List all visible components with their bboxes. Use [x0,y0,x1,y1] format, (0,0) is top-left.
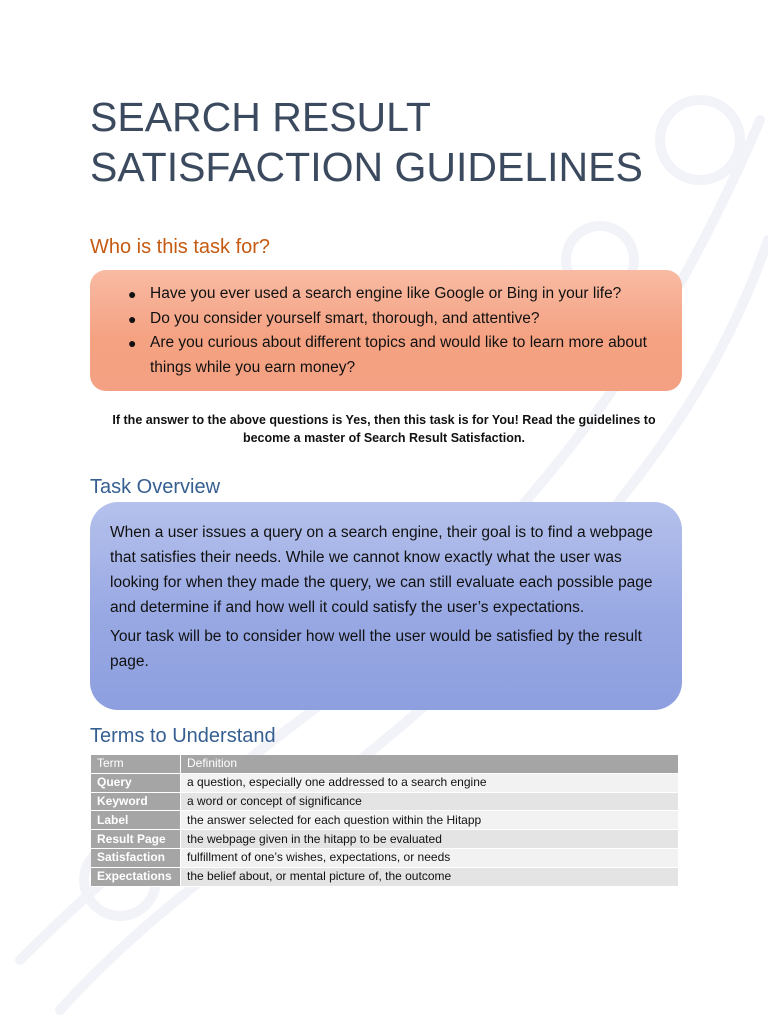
column-header-term: Term [91,755,181,773]
table-row [91,830,678,849]
definition-cell: a question, especially one addressed to a search engine [181,773,679,792]
definition-cell: fulfillment of one’s wishes, expectations, or needs [181,848,679,867]
overview-heading: Task Overview [90,476,221,498]
definition-cell: the webpage given in the hitapp to be evaluated [181,830,679,849]
column-header-definition: Definition [181,755,679,773]
terms-table [91,755,678,887]
who-questions-box [90,270,682,391]
overview-paragraph: When a user issues a query on a search engine, their goal is to find a webpage that satisfies their needs. While we cannot know exactly what the user was looking for when they made the query, we can still evaluate each possible page and determine if and how well it could satisfy the user’s expectations. [110,524,653,616]
term-cell: Label [91,811,181,830]
table-row [91,773,678,792]
who-questions-list [90,270,682,380]
overview-box [90,502,682,710]
term-cell: Keyword [91,792,181,811]
term-cell: Satisfaction [91,848,181,867]
table-row [91,792,678,811]
bullet-icon: ● [128,335,137,351]
overview-paragraph: Your task will be to consider how well the user would be satisfied by the result page. [110,628,642,670]
definition-cell: the answer selected for each question within the Hitapp [181,811,679,830]
bullet-icon: ● [128,286,137,302]
term-cell: Query [91,773,181,792]
table-header-row [91,755,678,773]
question-item: ● Have you ever used a search engine like Google or Bing in your life? [150,282,682,307]
definition-cell: a word or concept of significance [181,792,679,811]
question-item: ● Do you consider yourself smart, thorough, and attentive? [150,307,682,332]
term-cell: Expectations [91,867,181,886]
table-row [91,811,678,830]
terms-heading: Terms to Understand [90,725,276,747]
term-cell: Result Page [91,830,181,849]
bullet-icon: ● [128,310,137,327]
question-item: ● Are you curious about different topics and would like to learn more about things while you earn money? [150,331,650,380]
table-row [91,848,678,867]
table-row [91,867,678,886]
definition-cell: the belief about, or mental picture of, the outcome [181,867,679,886]
answer-note: If the answer to the above questions is Yes, then this task is for You! Read the guidelines to become a master of Search Result Satisfaction. [112,413,656,445]
document-title: SEARCH RESULT SATISFACTION GUIDELINES [90,94,643,190]
who-heading: Who is this task for? [90,236,271,258]
